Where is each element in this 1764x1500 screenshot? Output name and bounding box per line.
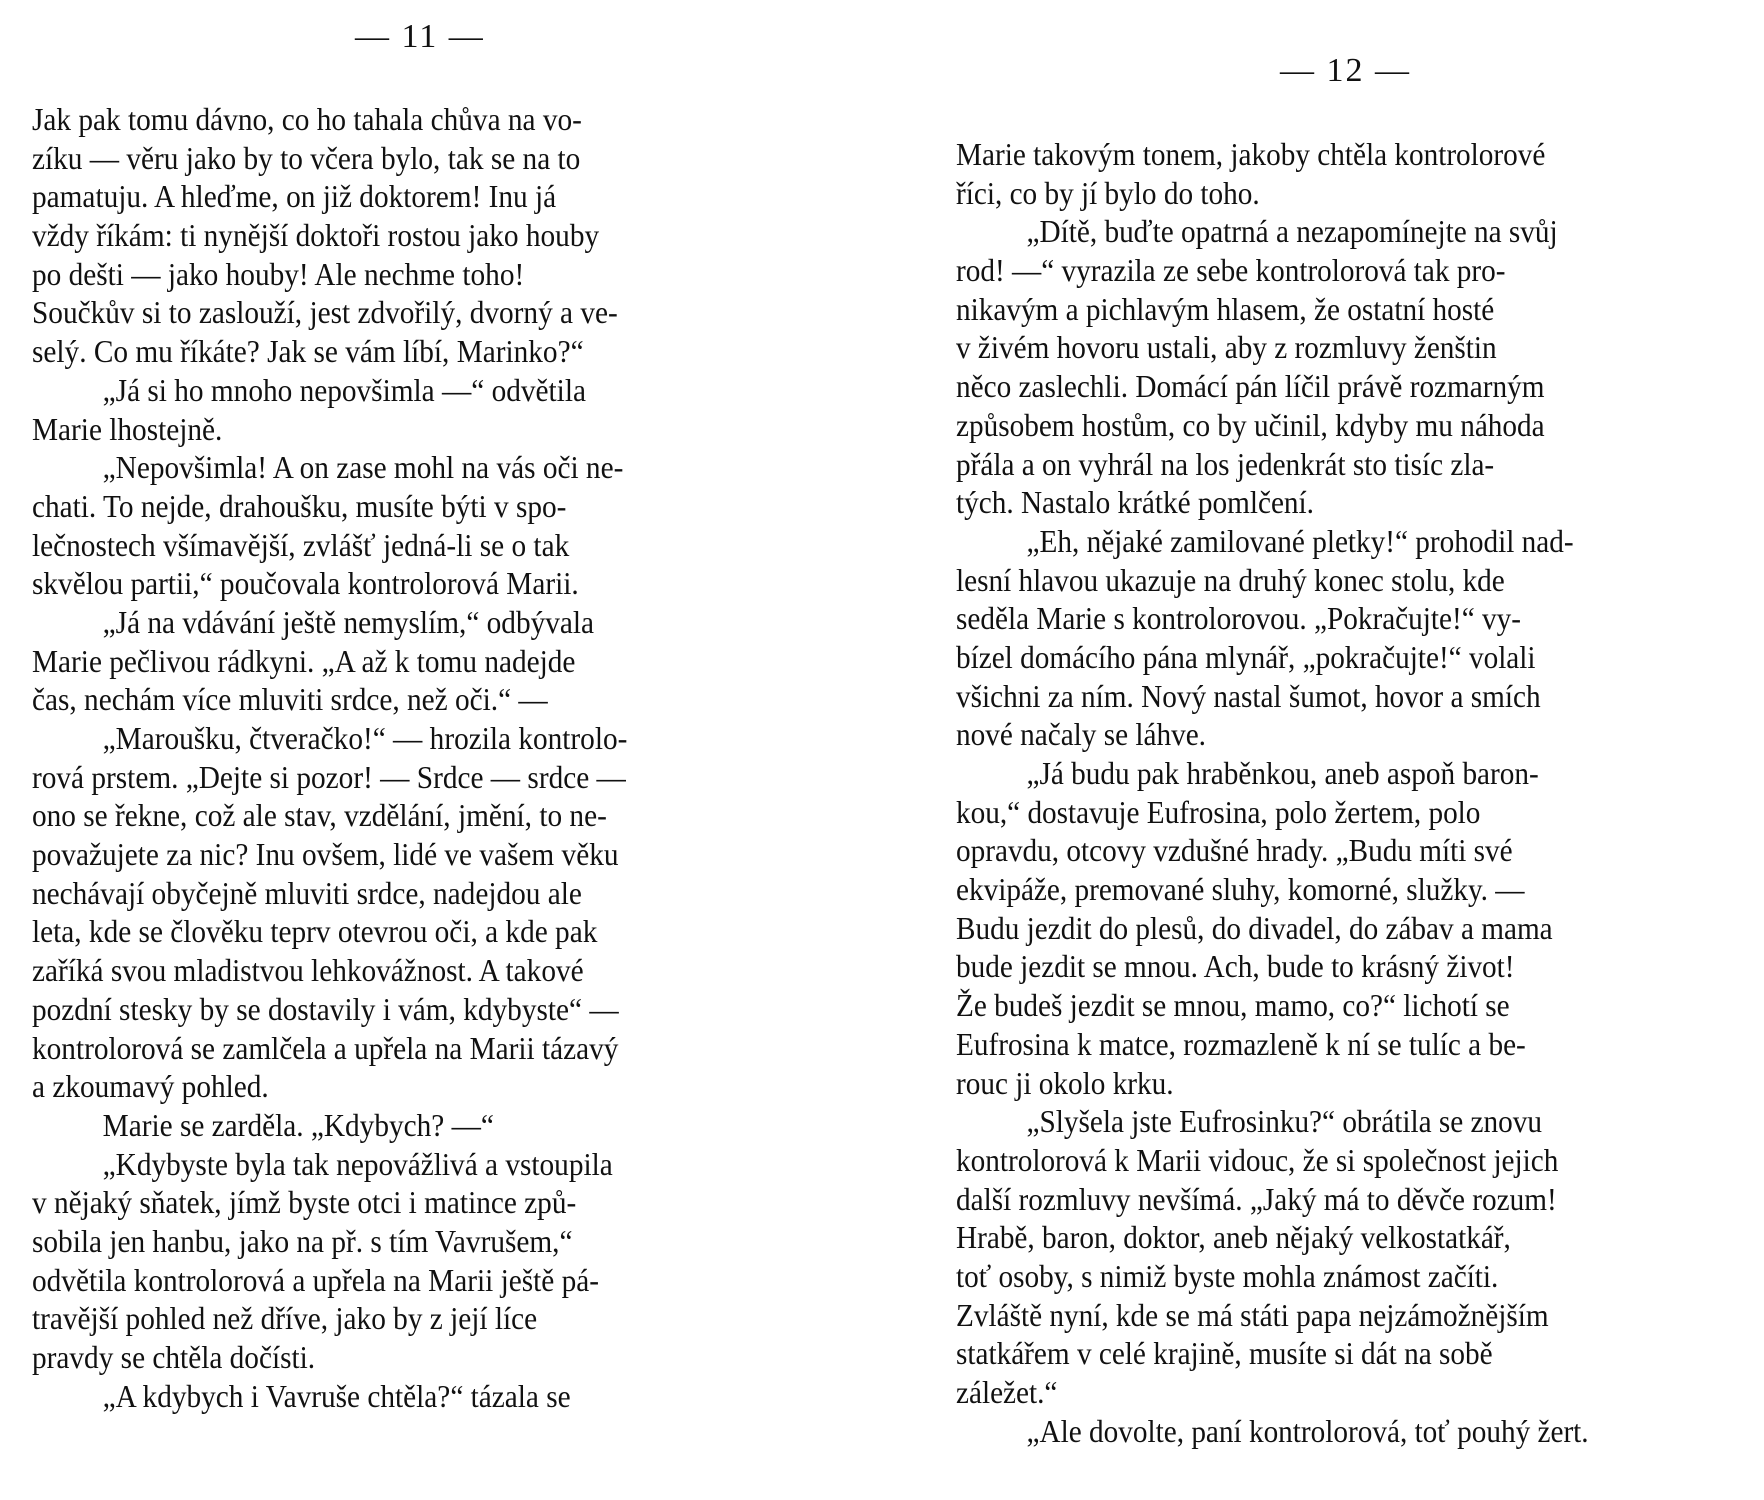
text-line: seděla Marie s kontrolorovou. „Pokračujte!“ vy- (956, 601, 1521, 637)
text-line: bízel domácího pána mlynář, „pokračujte!“ volali (956, 639, 1536, 675)
text-line: čas, nechám více mluviti srdce, než oči.“ — (32, 682, 548, 718)
text-line: tých. Nastalo krátké pomlčení. (956, 485, 1314, 521)
text-line: „Slyšela jste Eufrosinku?“ obrátila se znovu (1026, 1104, 1543, 1140)
text-line: něco zaslechli. Domácí pán líčil právě rozmarným (956, 369, 1545, 405)
text-line: toť osoby, s nimiž byste mohla známost začíti. (956, 1258, 1499, 1294)
text-line: „Já budu pak hraběnkou, aneb aspoň baron- (1026, 756, 1539, 791)
text-line: Marie pečlivou rádkyni. „A až k tomu nadejde (32, 643, 576, 679)
text-line: Hrabě, baron, doktor, aneb nějaký velkostatkář, (956, 1220, 1511, 1256)
text-line: chati. To nejde, drahoušku, musíte býti v spo- (32, 488, 567, 524)
text-line: „A kdybych i Vavruše chtěla?“ tázala se (102, 1378, 571, 1414)
text-line: „Eh, nějaké zamilované pletky!“ prohodil nad- (1026, 523, 1574, 559)
text-line: Jak pak tomu dávno, co ho tahala chůva na vo- (32, 102, 582, 137)
text-line: zíku — věru jako by to včera bylo, tak se na to (32, 140, 581, 176)
text-line: Zvláště nyní, kde se má státi papa nejzámožnějším (956, 1297, 1549, 1333)
text-line: „Nepovšimla! A on zase mohl na vás oči ne- (102, 450, 624, 486)
text-line: „Já si ho mnoho nepovšimla —“ odvětila (102, 372, 586, 408)
text-line: „Kdybyste byla tak nepovážlivá a vstoupila (102, 1146, 613, 1182)
text-line: odvětila kontrolorová a upřela na Marii ještě pá- (32, 1262, 599, 1298)
text-line: a zkoumavý pohled. (32, 1069, 269, 1105)
page-number: — 11 — (355, 18, 485, 55)
text-line: říci, co by jí bylo do toho. (956, 175, 1260, 211)
text-line: lečnostech všímavější, zvlášť jedná-li se o tak (32, 527, 570, 563)
text-line: ekvipáže, premované sluhy, komorné, služky. — (956, 872, 1525, 908)
text-line: všichni za ním. Nový nastal šumot, hovor a smích (956, 678, 1541, 714)
text-line: Součkův si to zaslouží, jest zdvořilý, dvorný a ve- (32, 295, 618, 331)
text-line: Budu jezdit do plesů, do divadel, do zábav a mama (956, 910, 1553, 946)
page-number: — 12 — (1280, 52, 1411, 89)
text-line: lesní hlavou ukazuje na druhý konec stolu, kde (956, 562, 1505, 598)
text-line: leta, kde se člověku teprv otevrou oči, a kde pak (32, 914, 598, 950)
text-line: selý. Co mu říkáte? Jak se vám líbí, Marinko?“ (32, 334, 584, 370)
text-line: pozdní stesky by se dostavily i vám, kdybyste“ — (32, 991, 619, 1027)
page-text (956, 136, 1698, 1451)
text-line: „Já na vdávání ještě nemyslím,“ odbývala (102, 604, 595, 640)
left-page (0, 0, 880, 1500)
text-line: rod! —“ vyrazila ze sebe kontrolorová tak pro- (956, 253, 1506, 289)
text-line: kontrolorová k Marii vidouc, že si společnost jejich (956, 1142, 1559, 1178)
text-line: považujete za nic? Inu ovšem, lidé ve vašem věku (32, 837, 619, 873)
text-line: travější pohled než dříve, jako by z její líce (32, 1301, 538, 1337)
text-line: způsobem hostům, co by učinil, kdyby mu náhoda (956, 407, 1545, 443)
text-line: zaříká svou mladistvou lehkovážnost. A takové (32, 953, 584, 989)
right-page (880, 0, 1764, 1500)
text-line: skvělou partii,“ poučovala kontrolorová Marii. (32, 566, 579, 602)
text-line: „Dítě, buďte opatrná a nezapomínejte na svůj (1026, 214, 1558, 250)
text-line: Marie se zarděla. „Kdybych? —“ (102, 1107, 494, 1143)
text-line: sobila jen hanbu, jako na př. s tím Vavrušem,“ (32, 1223, 573, 1259)
text-line: vždy říkám: ti nynější doktoři rostou jako houby (32, 218, 600, 254)
text-line: statkářem v celé krajině, musíte si dát na sobě (956, 1336, 1493, 1372)
text-line: Že budeš jezdit se mnou, mamo, co?“ lichotí se (956, 988, 1510, 1024)
text-line: Marie lhostejně. (32, 411, 223, 447)
text-line: v živém hovoru ustali, aby z rozmluvy ženštin (956, 330, 1497, 366)
text-line: ono se řekne, což ale stav, vzdělání, jmění, to ne- (32, 798, 607, 834)
text-line: pravdy se chtěla dočísti. (32, 1340, 316, 1375)
text-line: přála a on vyhrál na los jedenkrát sto tisíc zla- (956, 446, 1495, 482)
text-line: kou,“ dostavuje Eufrosina, polo žertem, polo (956, 794, 1481, 830)
text-line: „Maroušku, čtveračko!“ — hrozila kontrolo- (102, 721, 628, 756)
page-text (32, 101, 785, 1416)
text-line: po dešti — jako houby! Ale nechme toho! (32, 256, 525, 292)
text-line: v nějaký sňatek, jímž byste otci i matince způ- (32, 1185, 577, 1221)
text-line: záležet.“ (956, 1375, 1058, 1410)
text-line: rová prstem. „Dejte si pozor! — Srdce — srdce — (32, 759, 626, 795)
text-line: další rozmluvy nevšímá. „Jaký má to děvče rozum! (956, 1181, 1557, 1217)
text-line: nikavým a pichlavým hlasem, že ostatní hosté (956, 291, 1495, 327)
text-line: rouc ji okolo krku. (956, 1065, 1174, 1101)
text-line: nové načaly se láhve. (956, 717, 1206, 753)
text-line: „Ale dovolte, paní kontrolorová, toť pouhý žert. (1026, 1413, 1589, 1449)
text-line: Marie takovým tonem, jakoby chtěla kontrolorové (956, 137, 1546, 172)
text-line: opravdu, otcovy vzdušné hrady. „Budu míti své (956, 833, 1513, 869)
text-line: Eufrosina k matce, rozmazleně k ní se tulíc a be- (956, 1026, 1526, 1062)
text-line: pamatuju. A hleďme, on již doktorem! Inu já (32, 179, 557, 215)
text-line: nechávají obyčejně mluviti srdce, nadejdou ale (32, 875, 582, 911)
text-line: kontrolorová se zamlčela a upřela na Marii tázavý (32, 1030, 619, 1066)
text-line: bude jezdit se mnou. Ach, bude to krásný život! (956, 949, 1515, 985)
